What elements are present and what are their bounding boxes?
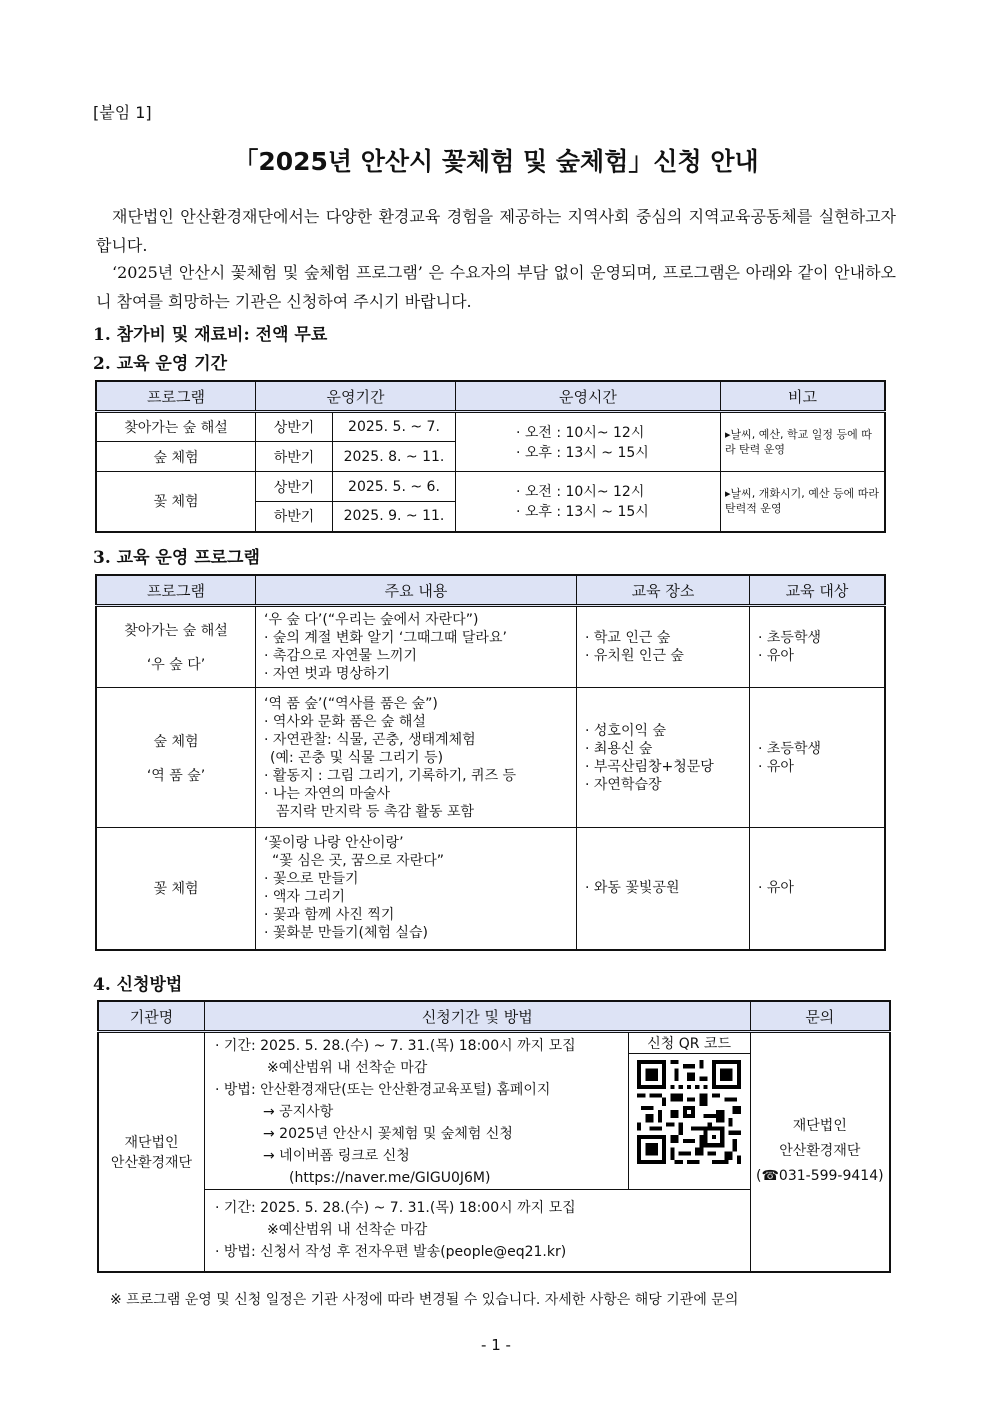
- period-cell: 2025. 8. ~ 11.: [333, 442, 456, 472]
- org-line: 재단법인: [124, 1134, 179, 1151]
- schedule-header-period: 운영기간: [256, 381, 456, 412]
- attachment-label: [붙임 1]: [93, 103, 152, 122]
- program-name-cell: [96, 606, 256, 688]
- target-item: · 유아: [758, 879, 880, 897]
- target-item: · 초등학생: [758, 629, 880, 647]
- org-line: 안산환경재단: [110, 1154, 193, 1171]
- schedule-header-time: 운영시간: [455, 381, 720, 412]
- email-method: · 방법: 신청서 작성 후 전자우편 발송(people@eq21.kr): [215, 1244, 567, 1261]
- page-number: - 1 -: [481, 1336, 511, 1354]
- program-table: [95, 574, 886, 951]
- program-target-cell: [750, 606, 886, 688]
- program-header-place: 교육 장소: [577, 575, 750, 606]
- target-item: · 유아: [758, 758, 880, 776]
- time-am: · 오전 : 10시~ 12시: [515, 484, 645, 501]
- table-row: [96, 688, 885, 828]
- program-target-cell: [750, 688, 886, 828]
- program-name: 꽃 체험: [153, 881, 199, 898]
- content-item: · 자연관찰: 식물, 곤충, 생태계체험: [264, 731, 572, 749]
- intro-paragraph-1: 재단법인 안산환경재단에서는 다양한 환경교육 경험을 제공하는 지역사회 중심의 지역교육공동체를 실현하고자 합니다.: [96, 207, 896, 255]
- online-step: → 네이버폼 링크로 신청: [263, 1148, 410, 1164]
- content-title: ‘역 품 숲’(“역사를 품은 숲”): [264, 695, 438, 712]
- program-cell: 숲 체험: [96, 442, 256, 472]
- program-cell: 찾아가는 숲 해설: [96, 412, 256, 442]
- program-content-cell: [256, 606, 577, 688]
- program-target-cell: [750, 828, 886, 950]
- qr-code-icon[interactable]: [637, 1060, 741, 1164]
- email-period-note: ※예산범위 내 선착순 마감: [267, 1222, 428, 1239]
- half-cell: 하반기: [256, 442, 333, 472]
- org-cell: [98, 1032, 205, 1272]
- apply-table: [97, 1000, 891, 1273]
- content-item: · 나는 자연의 마술사: [264, 785, 572, 803]
- content-item: · 역사와 문화 품은 숲 해설: [264, 713, 572, 731]
- schedule-table: [95, 380, 886, 533]
- content-item: 꼼지락 만지락 등 촉감 활동 포함: [276, 803, 475, 820]
- table-row: [96, 606, 885, 688]
- place-item: · 최용신 숲: [585, 740, 745, 758]
- program-content-cell: [256, 688, 577, 828]
- section-4-heading: 4. 신청방법: [93, 975, 183, 995]
- program-place-cell: [577, 606, 750, 688]
- document-title: 「2025년 안산시 꽃체험 및 숲체험」신청 안내: [233, 147, 759, 176]
- program-subname: ‘역 품 숲’: [146, 767, 206, 784]
- online-link[interactable]: (https://naver.me/GIGU0J6M): [289, 1170, 491, 1186]
- program-content-cell: [256, 828, 577, 950]
- place-item: · 와동 꽃빛공원: [585, 879, 745, 897]
- content-item: · 숲의 계절 변화 알기 ‘그때그때 달라요’: [264, 629, 572, 647]
- section-2-heading: 2. 교육 운영 기간: [93, 354, 228, 374]
- time-cell: [455, 472, 720, 532]
- qr-cell: [628, 1032, 750, 1190]
- period-cell: 2025. 5. ~ 6.: [333, 472, 456, 502]
- program-header-name: 프로그램: [96, 575, 256, 606]
- email-method-cell: [205, 1190, 751, 1272]
- table-row: [96, 412, 885, 442]
- program-name: 찾아가는 숲 해설: [124, 623, 228, 639]
- content-item: · 활동지 : 그림 그리기, 기록하기, 퀴즈 등: [264, 767, 572, 785]
- time-cell: [455, 412, 720, 472]
- place-item: · 부곡산림창+청문당: [585, 758, 745, 776]
- period-cell: 2025. 5. ~ 7.: [333, 412, 456, 442]
- contact-phone: (☎031-599-9414): [756, 1168, 884, 1185]
- place-item: · 유치원 인근 숲: [585, 647, 745, 665]
- program-place-cell: [577, 828, 750, 950]
- online-period: · 기간: 2025. 5. 28.(수) ~ 7. 31.(목) 18:00시 까지 모집: [215, 1038, 576, 1054]
- note-cell: ▸날씨, 예산, 학교 일정 등에 따라 탄력 운영: [720, 412, 885, 472]
- schedule-header-program: 프로그램: [96, 381, 256, 412]
- half-cell: 하반기: [256, 502, 333, 532]
- program-header-target: 교육 대상: [750, 575, 886, 606]
- content-item: · 자연 벗과 명상하기: [264, 665, 572, 683]
- program-name-cell: [96, 688, 256, 828]
- contact-line: 안산환경재단: [779, 1143, 861, 1160]
- program-cell: 꽃 체험: [96, 472, 256, 532]
- section-3-heading: 3. 교육 운영 프로그램: [93, 548, 260, 568]
- section-1-heading: 1. 참가비 및 재료비: 전액 무료: [93, 325, 328, 345]
- program-name: 숲 체험: [153, 733, 199, 750]
- time-pm: · 오후 : 13시 ~ 15시: [515, 445, 649, 461]
- time-pm: · 오후 : 13시 ~ 15시: [515, 504, 649, 521]
- half-cell: 상반기: [256, 472, 333, 502]
- target-item: · 초등학생: [758, 740, 880, 758]
- footer-note: ※ 프로그램 운영 및 신청 일정은 기관 사정에 따라 변경될 수 있습니다. 자세한 사항은 해당 기관에 문의: [110, 1292, 739, 1308]
- program-header-content: 주요 내용: [256, 575, 577, 606]
- content-item: · 꽃화분 만들기(체험 실습): [264, 924, 572, 942]
- program-name-cell: [96, 828, 256, 950]
- intro-paragraph-2: ‘2025년 안산시 꽃체험 및 숲체험 프로그램’ 은 수요자의 부담 없이 운영되며, 프로그램은 아래와 같이 안내하오니 참여를 희망하는 기관은 신청하여 주시기 바랍니다.: [96, 263, 896, 311]
- online-period-note: ※예산범위 내 선착순 마감: [267, 1060, 428, 1076]
- online-method: · 방법: 안산환경재단(또는 안산환경교육포털) 홈페이지: [215, 1082, 551, 1098]
- contact-line: 재단법인: [792, 1118, 847, 1135]
- table-row: [96, 472, 885, 502]
- apply-header-method: 신청기간 및 방법: [205, 1001, 751, 1032]
- program-place-cell: [577, 688, 750, 828]
- table-row: [98, 1032, 890, 1190]
- qr-label: 신청 QR 코드: [629, 1033, 750, 1054]
- content-subtitle: “꽃 심은 곳, 꿈으로 자란다”: [272, 853, 444, 870]
- online-step: → 공지사항: [263, 1104, 334, 1120]
- content-title: ‘꽃이랑 나랑 안산이랑’: [264, 835, 404, 852]
- place-item: · 자연학습장: [585, 776, 745, 794]
- content-title: ‘우 숲 다’(“우리는 숲에서 자란다”): [264, 612, 479, 628]
- time-am: · 오전 : 10시~ 12시: [515, 425, 645, 441]
- note-cell: ▸날씨, 개화시기, 예산 등에 따라 탄력적 운영: [720, 472, 885, 532]
- content-item: · 꽃으로 만들기: [264, 870, 572, 888]
- table-row: [96, 828, 885, 950]
- email-period: · 기간: 2025. 5. 28.(수) ~ 7. 31.(목) 18:00시 까지 모집: [215, 1200, 576, 1217]
- place-item: · 성호이익 숲: [585, 722, 745, 740]
- online-method-cell: [205, 1032, 629, 1190]
- period-cell: 2025. 9. ~ 11.: [333, 502, 456, 532]
- content-item: · 꽃과 함께 사진 찍기: [264, 906, 572, 924]
- schedule-header-note: 비고: [720, 381, 885, 412]
- online-step: → 2025년 안산시 꽃체험 및 숲체험 신청: [263, 1126, 513, 1142]
- place-item: · 학교 인근 숲: [585, 629, 745, 647]
- content-item: · 액자 그리기: [264, 888, 572, 906]
- half-cell: 상반기: [256, 412, 333, 442]
- apply-header-org: 기관명: [98, 1001, 205, 1032]
- apply-header-contact: 문의: [750, 1001, 890, 1032]
- content-item: (예: 곤충 및 식물 그리기 등): [270, 749, 444, 766]
- contact-cell: [750, 1032, 890, 1272]
- content-item: · 촉감으로 자연물 느끼기: [264, 647, 572, 665]
- program-subname: ‘우 숲 다’: [146, 657, 206, 673]
- target-item: · 유아: [758, 647, 880, 665]
